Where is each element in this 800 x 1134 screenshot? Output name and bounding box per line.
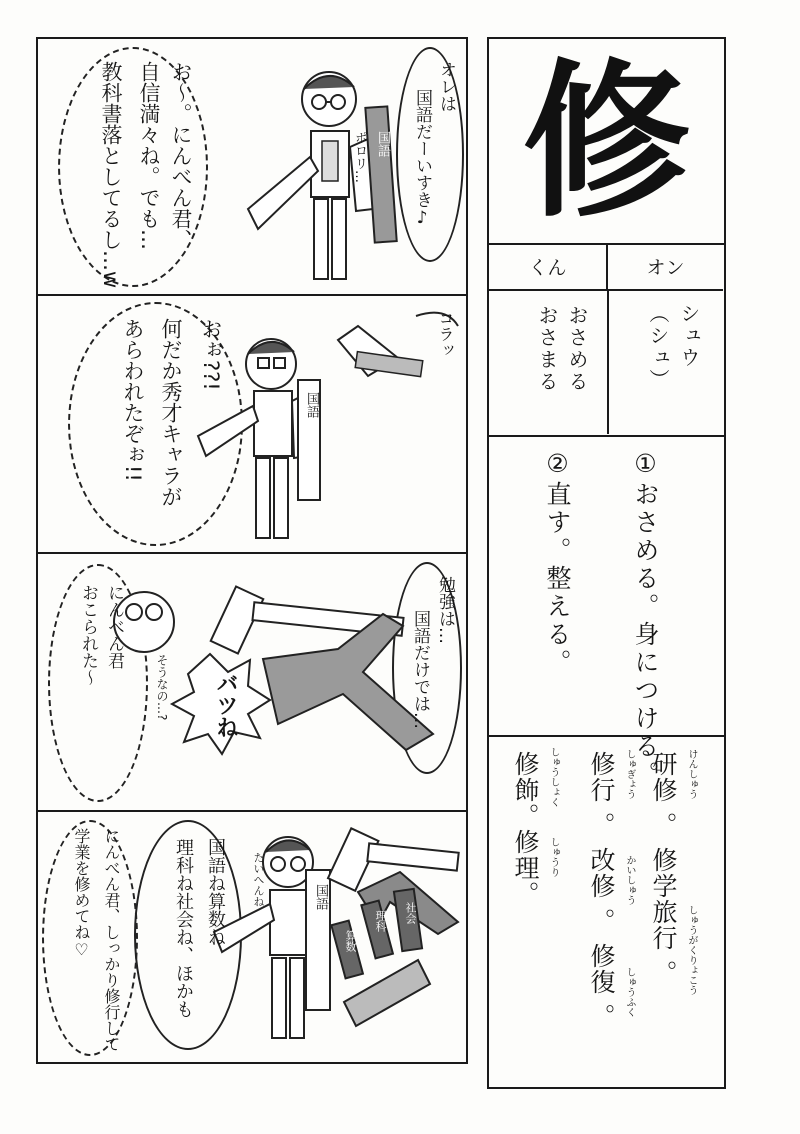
speech-line-1: オレは — [436, 61, 456, 112]
ruby-shugyou: しゅぎょう — [624, 749, 635, 799]
narration-line-1: にんべん君 — [104, 584, 124, 669]
book-label: 国語 — [375, 131, 390, 157]
ruby-shuugakuryokou: しゅうがくりょこう — [686, 905, 697, 995]
kun-reading-1: おさめる — [565, 305, 589, 393]
narration-line-3: あらわれたぞぉ!! — [121, 318, 145, 482]
kanji-character: 修 — [522, 42, 691, 240]
speech-line-2: 国語だけでは… — [410, 610, 430, 729]
on-header-cell — [608, 245, 723, 291]
narration-line-2: 学業を修めてね♡ — [72, 828, 91, 959]
readings-box — [487, 243, 726, 437]
sub-book-1: 算数 — [344, 930, 357, 952]
narration-line-3: 教科書落としてるし…w — [99, 61, 123, 289]
small-text: たいへんね — [252, 852, 265, 907]
kun-header-cell — [489, 245, 608, 291]
small-text: そうなの…? — [155, 654, 169, 721]
on-header: オン — [646, 257, 685, 279]
sub-book-2: 理科 — [374, 910, 387, 932]
comic-panel-2 — [36, 294, 468, 554]
ruby-kenshuu: けんしゅう — [686, 749, 697, 799]
meaning-1-number: ① — [631, 449, 660, 481]
book-label: 国語 — [304, 392, 319, 418]
comic-panel-3 — [36, 552, 468, 812]
examples-box — [487, 735, 726, 1089]
character-drawing — [38, 296, 468, 554]
meaning-2-text: 直す。整える。 — [543, 481, 572, 677]
kanji-box — [487, 37, 726, 245]
kun-header: くん — [528, 257, 567, 279]
sub-book-3: 社会 — [404, 902, 417, 924]
book-label: 国語 — [313, 884, 328, 910]
meaning-2-number: ② — [543, 449, 572, 481]
narration-line-1: にんべん君、しっかり修行して — [102, 828, 121, 1052]
narration-line-1: お〜。にんべん君、 — [169, 61, 193, 250]
speech-line-1: 国語ね算数ね — [205, 838, 226, 946]
comic-panel-1 — [36, 37, 468, 296]
on-reading-2: （シュ） — [646, 303, 670, 391]
narration-line-1: おぉ??! — [199, 318, 223, 391]
sfx-porori: ポロリ… — [352, 131, 367, 183]
speech-line-1: 勉強は… — [435, 576, 455, 644]
meaning-2 — [539, 449, 575, 677]
speech-line-2: 理科ね社会ね、ほかも — [173, 838, 194, 1018]
narration-line-2: 自信満々ね。でも… — [137, 61, 161, 250]
comic-panel-4 — [36, 810, 468, 1064]
sfx-kora: コラッ — [436, 310, 455, 358]
on-reading-1: シュウ — [677, 303, 701, 369]
speech-line-2: 国語だーいすき♪ — [412, 89, 432, 228]
meaning-1-text: おさめる。身につける。 — [631, 481, 660, 789]
narration-line-2: 何だか秀才キャラが — [159, 318, 183, 507]
ruby-kaishuu: かいしゅう — [624, 855, 635, 905]
narration-line-2: おこられた〜 — [78, 584, 98, 686]
shout-text: バツね — [213, 672, 238, 738]
example-line-2: 修行 。 改修 。 修復 。 — [587, 751, 616, 1030]
ruby-shuushoku: しゅうしょく — [548, 747, 559, 807]
example-line-3: 修飾。修理。 — [511, 751, 540, 907]
kun-reading-2: おさまる — [535, 305, 559, 393]
example-line-1: 研修 。 修学旅行 。 — [649, 751, 678, 986]
ruby-shuuri: しゅうり — [548, 837, 559, 877]
ruby-shuufuku: しゅうふく — [624, 967, 635, 1017]
